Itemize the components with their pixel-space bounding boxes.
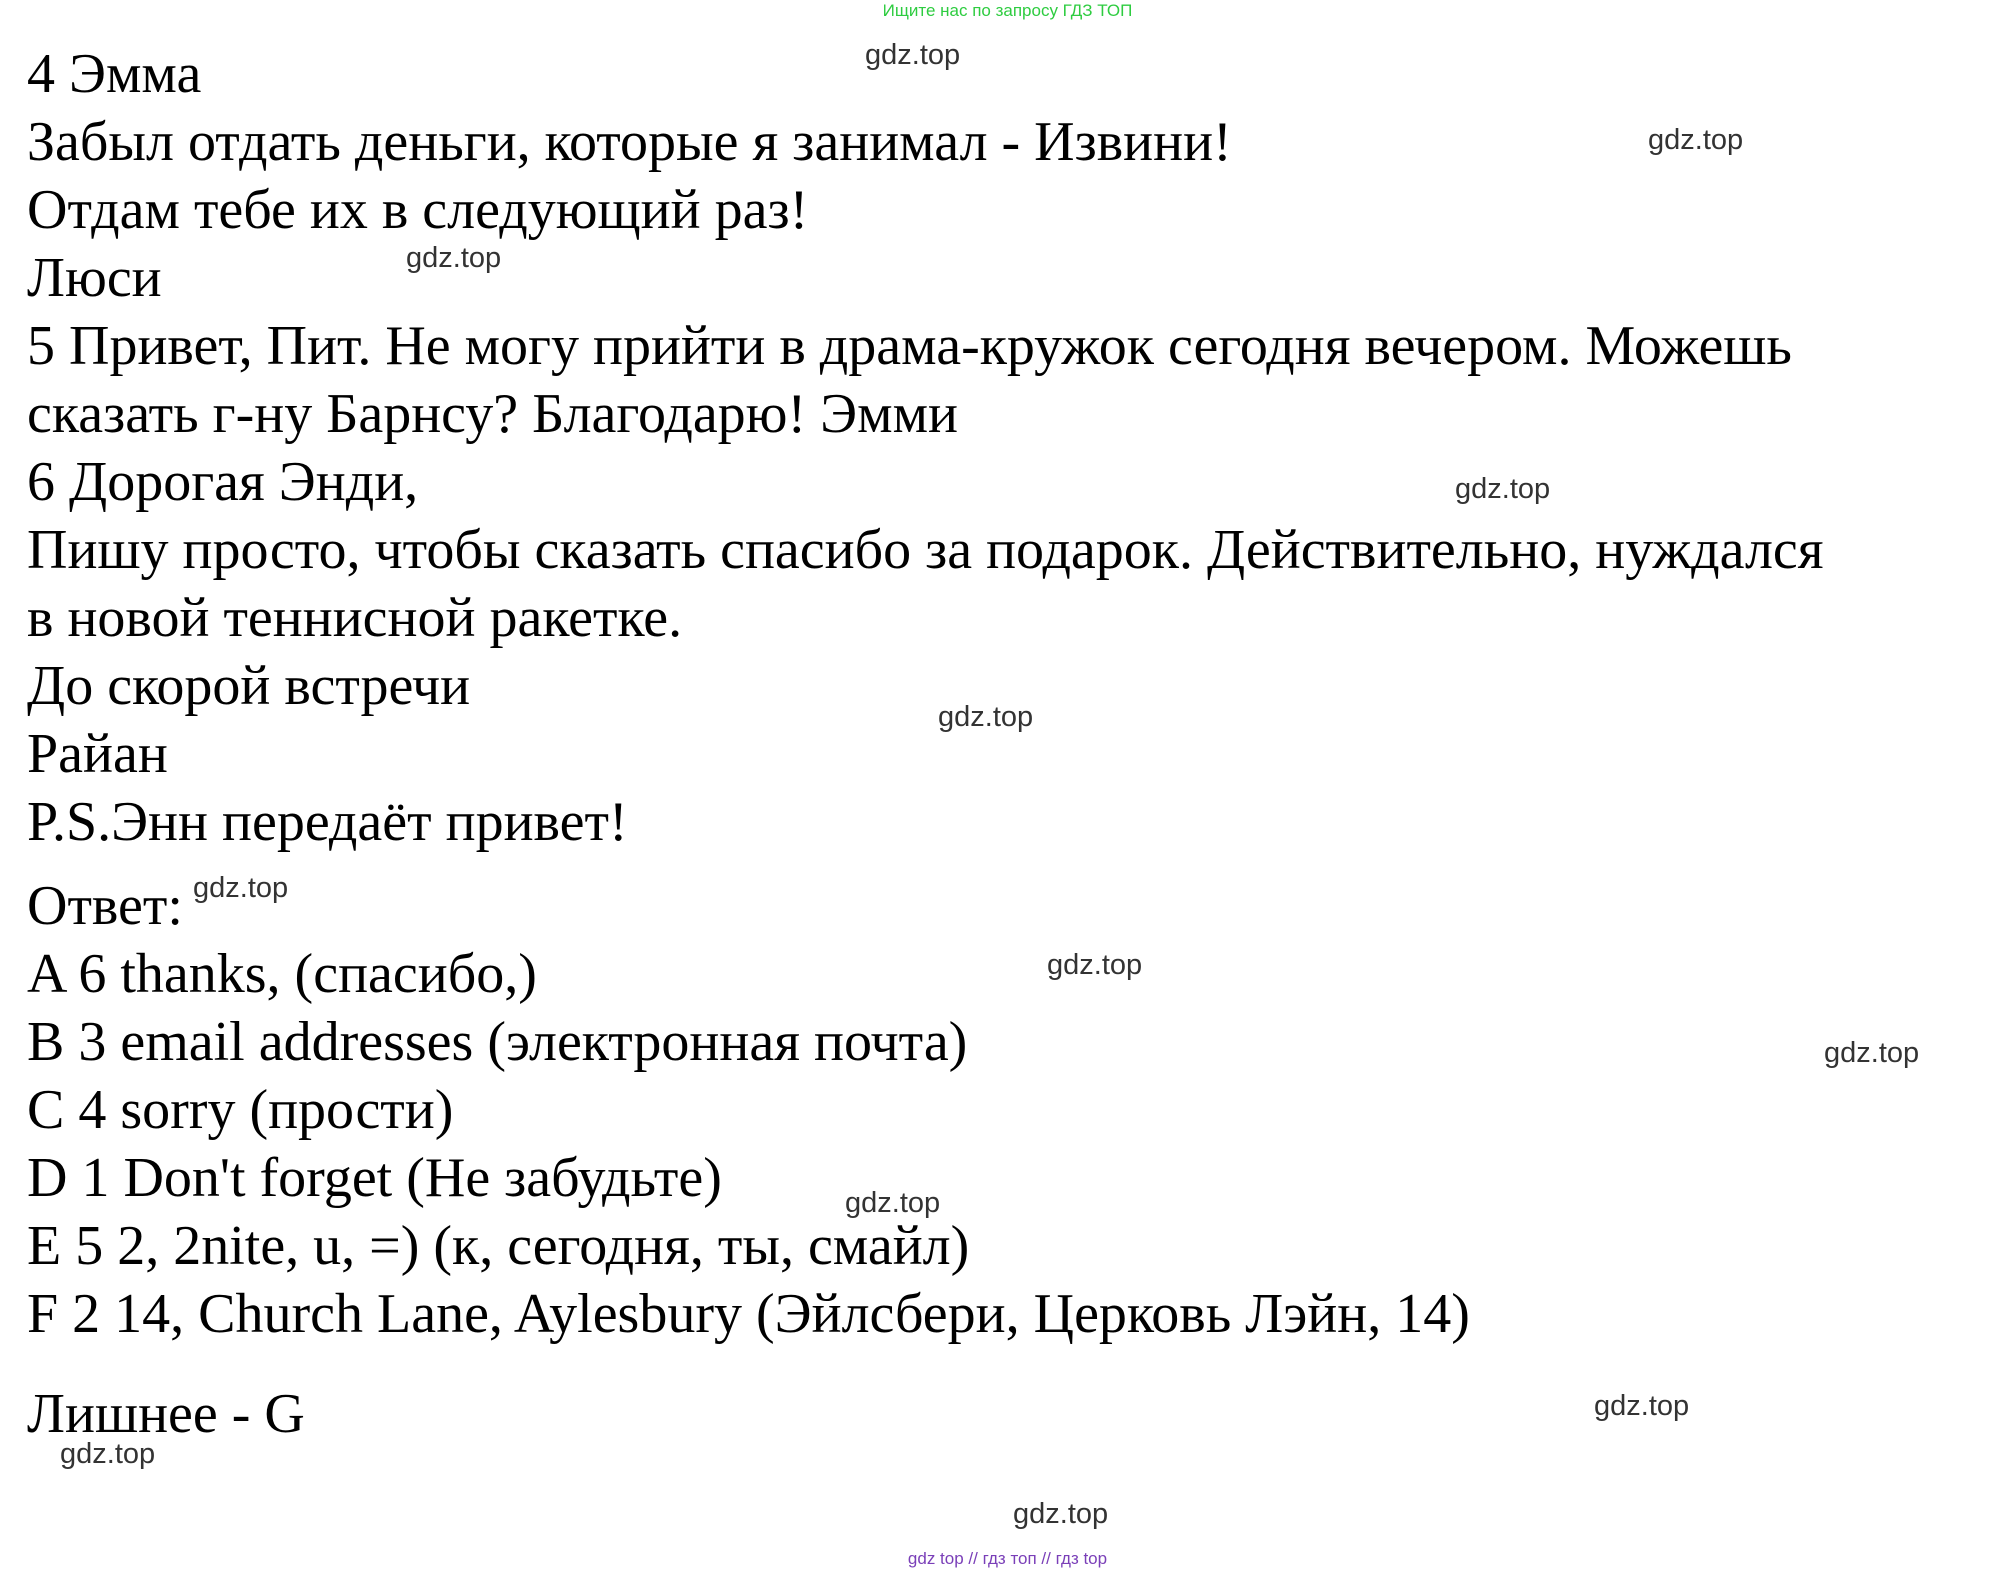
answer-line: A 6 thanks, (спасибо,) [27, 943, 537, 1005]
text-line: Пишу просто, чтобы сказать спасибо за подарок. Действительно, нуждался [27, 519, 1824, 581]
answer-line: F 2 14, Church Lane, Aylesbury (Эйлсбери, Церковь Лэйн, 14) [27, 1283, 1470, 1345]
watermark-label: gdz.top [60, 1438, 156, 1470]
spacer [27, 856, 1987, 872]
text-line: Забыл отдать деньги, которые я занимал - Извини! [27, 111, 1232, 173]
answer-line: C 4 sorry (прости) [27, 1079, 454, 1141]
header-search-note: Ищите нас по запросу ГДЗ ТОП [882, 1, 1133, 20]
watermark-label: gdz.top [193, 872, 289, 904]
watermark-label: gdz.top [845, 1187, 941, 1219]
answer-line: B 3 email addresses (электронная почта) [27, 1011, 968, 1073]
text-line: 6 Дорогая Энди, [27, 451, 419, 513]
watermark-label: gdz.top [1594, 1390, 1690, 1422]
watermark-label: gdz.top [1047, 949, 1143, 981]
text-line: 5 Привет, Пит. Не могу прийти в драма-кружок сегодня вечером. Можешь [27, 315, 1792, 377]
answer-line: E 5 2, 2nite, u, =) (к, сегодня, ты, смайл) [27, 1215, 970, 1277]
text-line: Отдам тебе их в следующий раз! [27, 179, 809, 241]
footer-note: gdz top // гдз топ // гдз top [907, 1549, 1108, 1568]
watermark-label: gdz.top [865, 39, 961, 71]
spacer [27, 1348, 1987, 1380]
text-line: 4 Эмма [27, 43, 202, 105]
text-line: в новой теннисной ракетке. [27, 587, 683, 649]
text-line: сказать г-ну Барнсу? Благодарю! Эмми [27, 383, 958, 445]
document-body [27, 40, 1987, 1448]
watermark-label: gdz.top [938, 701, 1034, 733]
answer-line: D 1 Don't forget (Не забудьте) [27, 1147, 722, 1209]
watermark-label: gdz.top [406, 242, 502, 274]
answer-heading: Ответ: [27, 875, 183, 937]
watermark-label: gdz.top [1455, 473, 1551, 505]
text-line: P.S.Энн передаёт привет! [27, 791, 628, 853]
extra-answer: Лишнее - G [27, 1383, 305, 1445]
watermark-label: gdz.top [1648, 124, 1744, 156]
text-line: Люси [27, 247, 162, 309]
text-line: Райан [27, 723, 168, 785]
watermark-label: gdz.top [1824, 1037, 1920, 1069]
text-line: До скорой встречи [27, 655, 471, 717]
watermark-label: gdz.top [1013, 1498, 1109, 1530]
